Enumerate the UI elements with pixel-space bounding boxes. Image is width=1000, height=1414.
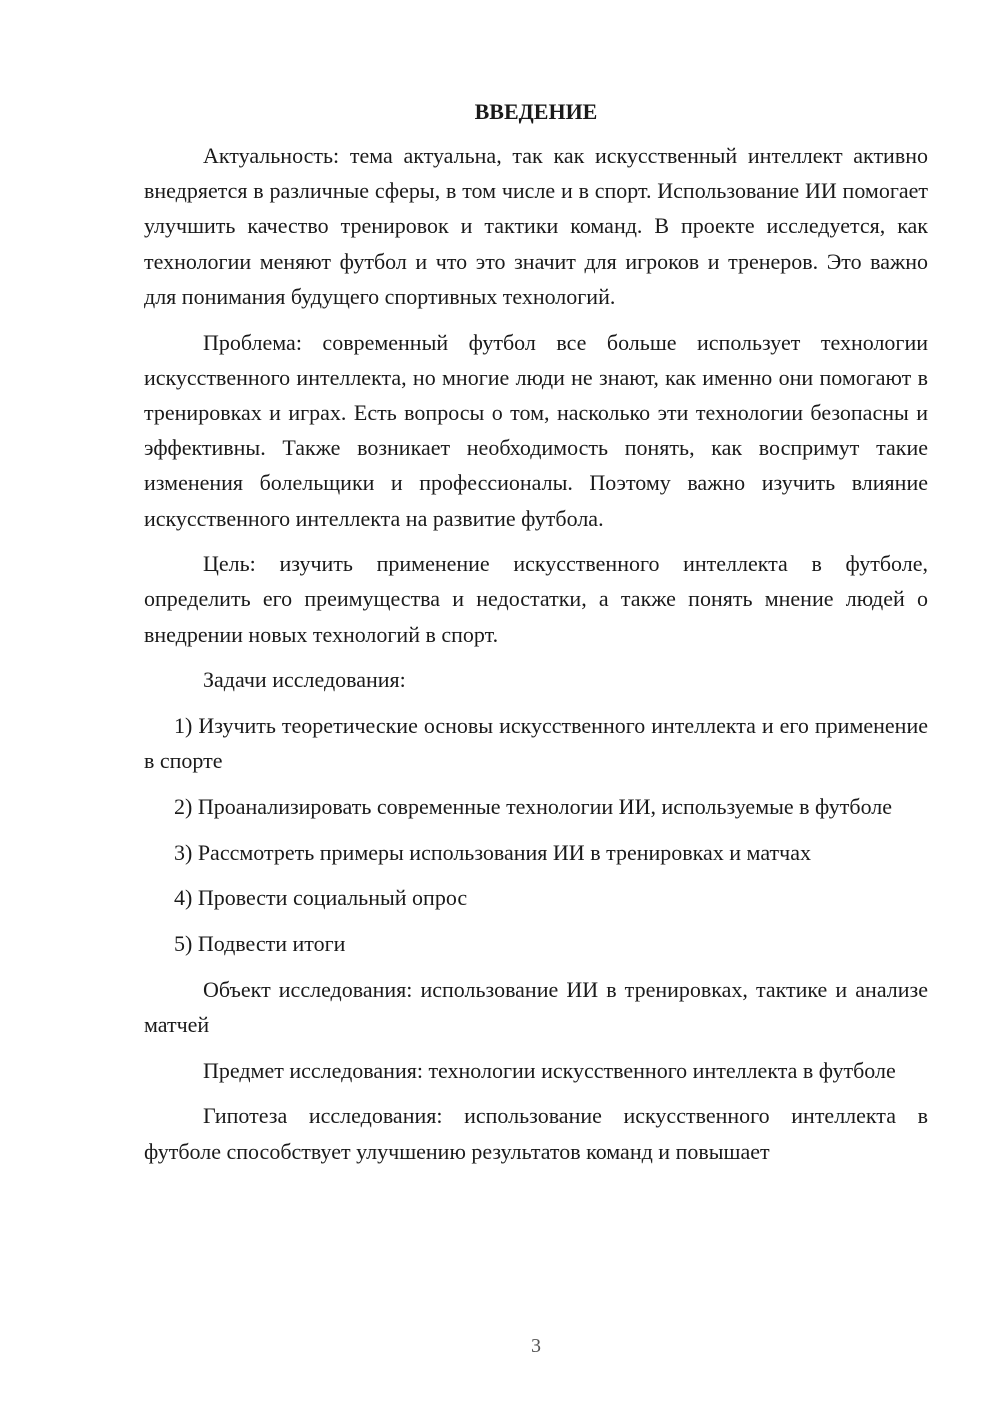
paragraph-goal: Цель: изучить применение искусственного интеллекта в футболе, определить его преимущества и недостатки, а также понять мнение людей о внедрении новых технологий в спорт. — [144, 551, 928, 647]
task-item-3: 3) Рассмотреть примеры использования ИИ в тренировках и матчах — [174, 839, 811, 865]
task-item-4: 4) Провести социальный опрос — [174, 885, 468, 911]
section-heading: ВВЕДЕНИЕ — [474, 99, 598, 124]
page-number: 3 — [531, 1335, 541, 1357]
task-item-2: 2) Проанализировать современные технологии ИИ, используемые в футболе — [174, 793, 893, 819]
paragraph-subject: Предмет исследования: технологии искусственного интеллекта в футболе — [203, 1057, 896, 1083]
task-item-5: 5) Подвести итоги — [174, 931, 346, 957]
paragraph-relevance: Актуальность: тема актуальна, так как искусственный интеллект активно внедряется в различные сферы, в том числе и в спорт. Использование ИИ помогает улучшить качество тренировок и тактики команд. В проекте исследуется, как технологии меняют футбол и что это значит для игроков и тренеров. Это важно для понимания будущего спортивных технологий. — [144, 143, 928, 309]
page-content — [144, 96, 928, 1169]
paragraph-hypothesis: Гипотеза исследования: использование искусственного интеллекта в футболе способствует улучшению результатов команд и повышает — [144, 1103, 928, 1164]
task-item-1: 1) Изучить теоретические основы искусственного интеллекта и его применение в спорте — [144, 713, 928, 774]
paragraph-object: Объект исследования: использование ИИ в тренировках, тактике и анализе матчей — [144, 976, 928, 1037]
paragraph-problem: Проблема: современный футбол все больше использует технологии искусственного интеллекта, но многие люди не знают, как именно они помогают в тренировках и играх. Есть вопросы о том, насколько эти технологии безопасны и эффективны. Также возникает необходимость понять, как воспримут такие изменения болельщики и профессионалы. Поэтому важно изучить влияние искусственного интеллекта на развитие футбола. — [144, 329, 928, 531]
paragraph-tasks-title: Задачи исследования: — [203, 667, 406, 693]
